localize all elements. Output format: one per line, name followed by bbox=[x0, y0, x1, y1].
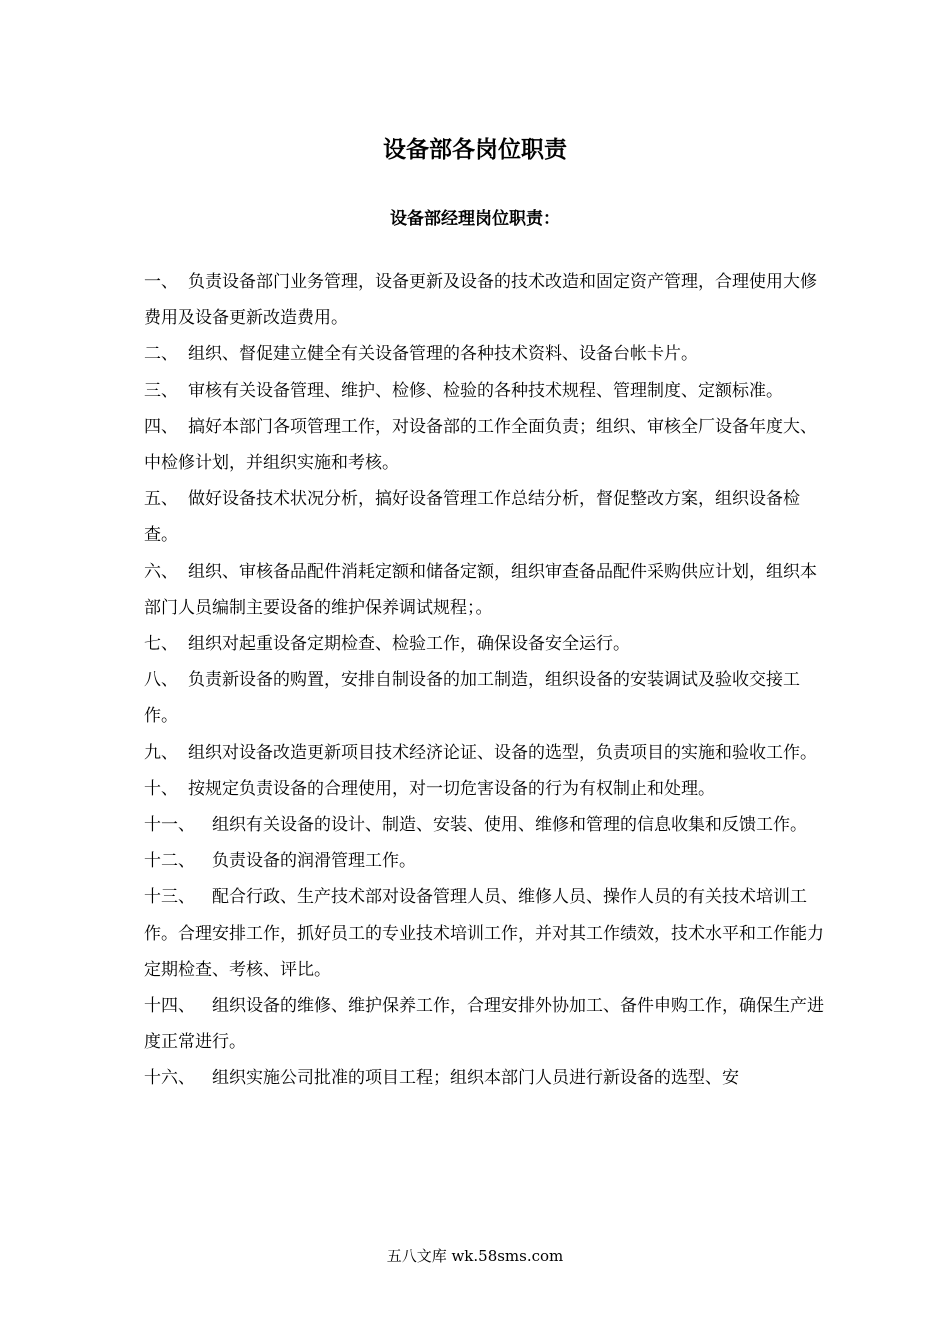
item-text: 负责新设备的购置，安排自制设备的加工制造，组织设备的安装调试及验收交接工作。 bbox=[144, 670, 800, 727]
item-number: 十四、 bbox=[144, 996, 195, 1017]
duty-item-14 bbox=[144, 988, 824, 1060]
item-number: 五、 bbox=[144, 489, 178, 510]
item-text: 组织实施公司批准的项目工程；组织本部门人员进行新设备的选型、安 bbox=[212, 1068, 739, 1089]
section-heading: 设备部经理岗位职责： bbox=[390, 209, 560, 229]
duty-item-10 bbox=[144, 771, 824, 807]
duty-item-2 bbox=[144, 336, 824, 372]
item-number: 十三、 bbox=[144, 887, 195, 908]
duty-item-11 bbox=[144, 807, 824, 843]
page-footer: 五八文库 wk.58sms.com bbox=[386, 1247, 564, 1265]
item-number: 二、 bbox=[144, 344, 178, 365]
duty-item-4 bbox=[144, 409, 824, 481]
item-number: 八、 bbox=[144, 670, 178, 691]
item-number: 十一、 bbox=[144, 815, 195, 836]
duty-item-9 bbox=[144, 735, 824, 771]
item-text: 组织对起重设备定期检查、检验工作，确保设备安全运行。 bbox=[188, 634, 630, 655]
item-number: 七、 bbox=[144, 634, 178, 655]
item-number: 十六、 bbox=[144, 1068, 195, 1089]
duty-item-1 bbox=[144, 264, 824, 336]
item-text: 组织、审核备品配件消耗定额和储备定额，组织审查备品配件采购供应计划，组织本部门人员编制主要设备的维护保养调试规程；。 bbox=[144, 561, 817, 618]
item-text: 负责设备部门业务管理，设备更新及设备的技术改造和固定资产管理，合理使用大修费用及设备更新改造费用。 bbox=[144, 272, 817, 329]
item-text: 搞好本部门各项管理工作，对设备部的工作全面负责；组织、审核全厂设备年度大、中检修计划，并组织实施和考核。 bbox=[144, 416, 817, 474]
duty-item-12 bbox=[144, 843, 824, 879]
duty-item-6 bbox=[144, 554, 824, 626]
item-text: 组织、督促建立健全有关设备管理的各种技术资料、设备台帐卡片。 bbox=[188, 344, 698, 365]
item-number: 十、 bbox=[144, 778, 178, 799]
duty-list bbox=[144, 264, 824, 1097]
item-number: 十二、 bbox=[144, 851, 195, 872]
duty-item-16 bbox=[144, 1060, 824, 1096]
item-number: 六、 bbox=[144, 561, 178, 582]
duty-item-3 bbox=[144, 373, 824, 409]
item-number: 三、 bbox=[144, 380, 178, 401]
page-title: 设备部各岗位职责 bbox=[383, 137, 567, 163]
item-text: 审核有关设备管理、维护、检修、检验的各种技术规程、管理制度、定额标准。 bbox=[188, 380, 783, 401]
duty-item-5 bbox=[144, 481, 824, 553]
item-number: 一、 bbox=[144, 272, 178, 292]
item-text: 组织设备的维修、维护保养工作，合理安排外协加工、备件申购工作，确保生产进度正常进行。 bbox=[144, 996, 824, 1053]
item-text: 配合行政、生产技术部对设备管理人员、维修人员、操作人员的有关技术培训工作。合理安排工作，抓好员工的专业技术培训工作，并对其工作绩效，技术水平和工作能力定期检查、考核、评比。 bbox=[144, 887, 824, 980]
item-text: 按规定负责设备的合理使用，对一切危害设备的行为有权制止和处理。 bbox=[188, 778, 715, 799]
item-text: 组织对设备改造更新项目技术经济论证、设备的选型，负责项目的实施和验收工作。 bbox=[188, 742, 817, 763]
duty-item-7 bbox=[144, 626, 824, 662]
duty-item-8 bbox=[144, 662, 824, 734]
item-number: 九、 bbox=[144, 742, 178, 763]
item-text: 负责设备的润滑管理工作。 bbox=[212, 851, 416, 872]
duty-item-13 bbox=[144, 879, 824, 988]
item-text: 组织有关设备的设计、制造、安装、使用、维修和管理的信息收集和反馈工作。 bbox=[212, 815, 807, 836]
item-text: 做好设备技术状况分析，搞好设备管理工作总结分析，督促整改方案，组织设备检查。 bbox=[144, 489, 800, 546]
item-number: 四、 bbox=[144, 416, 178, 437]
